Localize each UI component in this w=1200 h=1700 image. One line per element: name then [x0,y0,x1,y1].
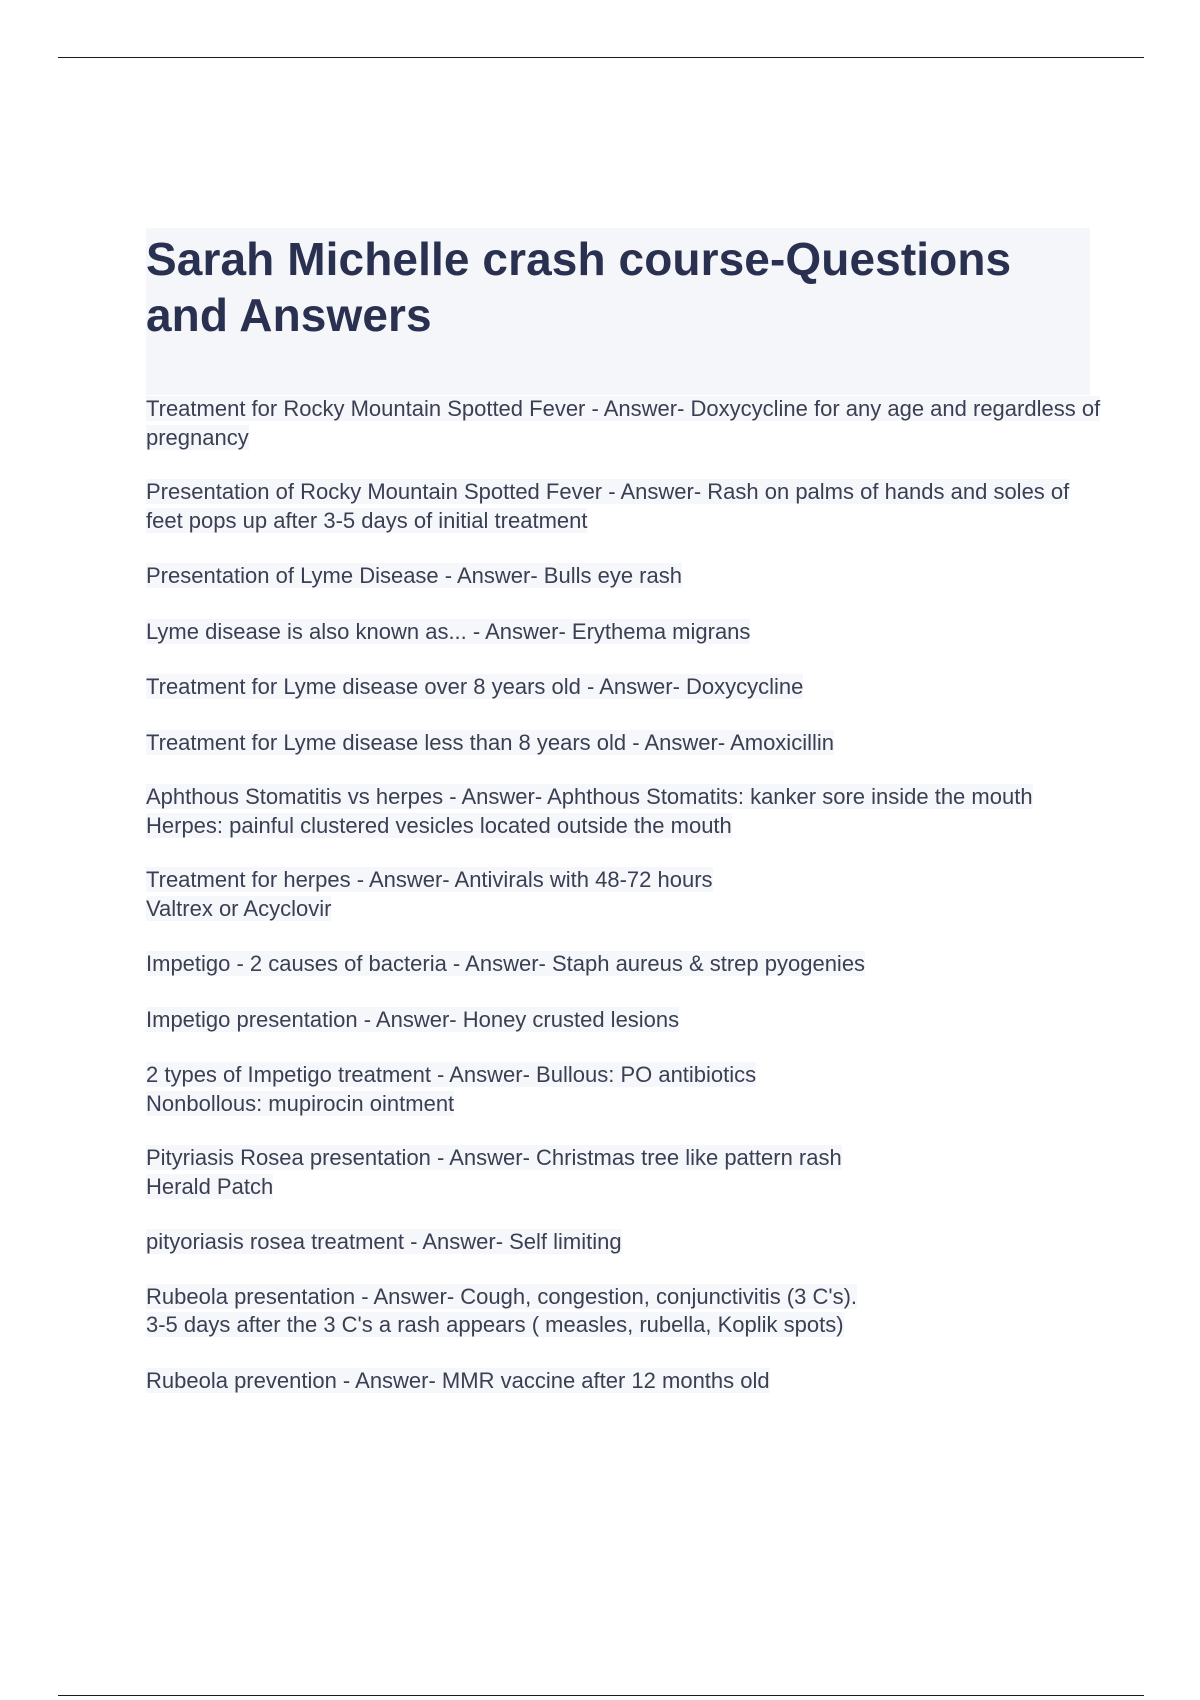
qa-text: 2 types of Impetigo treatment - Answer- Bullous: PO antibiotics Nonbollous: mupirocin ointment [146,1062,757,1116]
top-divider [58,57,1144,58]
qa-item [146,1367,1106,1396]
qa-text: pityoriasis rosea treatment - Answer- Self limiting [146,1229,622,1254]
qa-text: Treatment for Lyme disease less than 8 years old - Answer- Amoxicillin [146,729,834,755]
document-title: Sarah Michelle crash course-Questions and Answers [146,233,1012,341]
qa-item [146,729,1106,758]
qa-item [146,618,1106,647]
qa-text: Presentation of Lyme Disease - Answer- Bulls eye rash [146,563,682,588]
qa-text: Rubeola presentation - Answer- Cough, congestion, conjunctivitis (3 C's). 3-5 days after the 3 C's a rash appears ( measles, rubella, Koplik spots) [146,1283,858,1337]
qa-item [146,783,1106,840]
qa-text: Treatment for Rocky Mountain Spotted Fever - Answer- Doxycycline for any age and regardless of pregnancy [146,396,1101,450]
qa-item [146,1144,1106,1201]
qa-item [146,562,1106,591]
qa-text: Aphthous Stomatitis vs herpes - Answer- Aphthous Stomatits: kanker sore inside the mouth Herpes: painful clustered vesicles located outside the mouth [146,784,1033,838]
qa-text: Impetigo - 2 causes of bacteria - Answer- Staph aureus & strep pyogenies [146,951,866,976]
qa-item [146,1061,1106,1118]
qa-text: Lyme disease is also known as... - Answer- Erythema migrans [146,618,751,644]
qa-text: Presentation of Rocky Mountain Spotted Fever - Answer- Rash on palms of hands and soles of feet pops up after 3-5 days of initial treatment [146,479,1070,533]
qa-text: Pityriasis Rosea presentation - Answer- Christmas tree like pattern rash Herald Patch [146,1145,842,1199]
qa-item [146,395,1106,452]
qa-text: Impetigo presentation - Answer- Honey crusted lesions [146,1006,680,1032]
qa-text: Treatment for Lyme disease over 8 years old - Answer- Doxycycline [146,674,804,699]
qa-list [146,395,1106,1395]
qa-item [146,866,1106,923]
qa-item [146,673,1106,702]
qa-text: Rubeola prevention - Answer- MMR vaccine after 12 months old [146,1367,770,1393]
qa-item [146,950,1106,979]
qa-item [146,1283,1106,1340]
qa-item [146,478,1106,535]
bottom-divider [58,1695,1144,1696]
title-block [146,228,1090,395]
qa-item [146,1228,1106,1257]
qa-item [146,1006,1106,1035]
qa-text: Treatment for herpes - Answer- Antivirals with 48-72 hours Valtrex or Acyclovir [146,867,713,921]
